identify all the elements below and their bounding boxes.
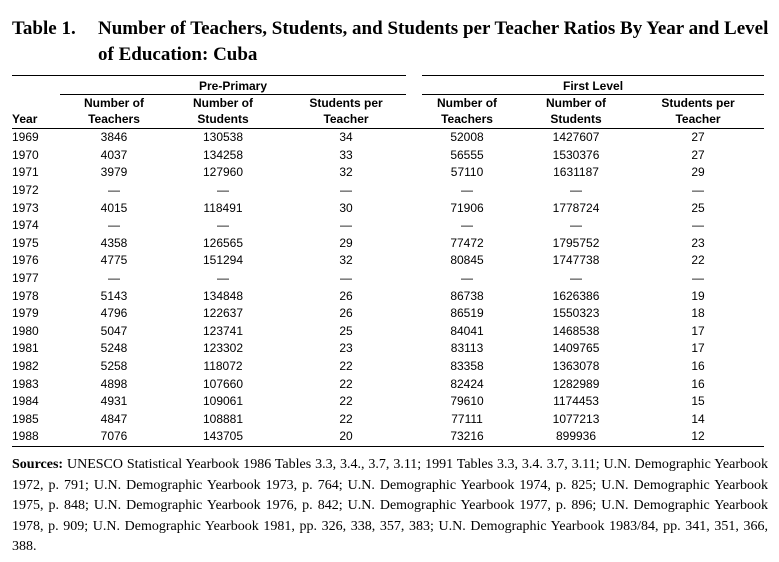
cell-pp-students: — <box>217 218 229 233</box>
cell-fl-teachers: 71906 <box>450 200 484 215</box>
cell-pp-ratio: 26 <box>339 306 353 321</box>
cell-fl-ratio: 12 <box>632 428 764 446</box>
cell-pp-students: — <box>217 183 229 198</box>
cell-year: 1976 <box>12 253 39 268</box>
cell-year: 1984 <box>12 394 39 409</box>
cell-fl-students: 1778724 <box>552 200 600 215</box>
cell-pp-teachers: 4037 <box>100 147 128 162</box>
cell-fl-students: 1626386 <box>552 288 600 303</box>
title-line-1: Number of Teachers, Students, and Students per Teacher Ratios By Year and Level <box>98 18 769 39</box>
cell-pp-ratio: 30 <box>339 200 353 215</box>
cell-pp-students: 109061 <box>202 394 244 409</box>
cell-fl-teachers: 73216 <box>414 428 520 446</box>
cell-fl-ratio: — <box>692 183 705 198</box>
cell-year: 1974 <box>12 218 39 233</box>
cell-year: 1969 <box>12 130 39 145</box>
table-header <box>12 76 764 129</box>
table-row <box>12 217 764 235</box>
table-row <box>12 147 764 165</box>
table-row <box>12 252 764 270</box>
cell-fl-teachers: 80845 <box>450 253 484 268</box>
table-row <box>12 164 764 182</box>
cell-pp-students: 130538 <box>202 130 244 145</box>
cell-pp-teachers: 7076 <box>60 428 168 446</box>
cell-pp-students: 143705 <box>168 428 278 446</box>
header-fl-ratio-line1: Students per <box>661 96 735 110</box>
cell-fl-ratio: 15 <box>691 394 705 409</box>
sources-text: UNESCO Statistical Yearbook 1986 Tables 3.3, 3.4., 3.7, 3.11; 1991 Tables 3.3, 3.4. 3.7, 3.11; U.N. Demographic Yearbook 1972, p. 791; U.N. Demographic Yearbook 1973, p. 764; U.N. Demographic Yearbook 1974, p. 825; U.N. Demographic Yearbook 1975, p. 848; U.N. Demographic Yearbook 1976, p. 842; U.N. Demographic Yearbook 1977, p. 896; U.N. Demographic Yearbook 1978, p. 909; U.N. Demographic Yearbook 1981, pp. 326, 338, 357, 383; U.N. Demographic Yearbook 1983/84, pp. 341, 351, 366, 388. <box>12 457 768 554</box>
table-row <box>12 235 764 253</box>
header-pp-teachers-line2: Teachers <box>60 111 168 129</box>
cell-fl-teachers: 84041 <box>450 323 484 338</box>
cell-pp-teachers: — <box>108 218 120 233</box>
cell-fl-students: — <box>570 183 583 198</box>
cell-pp-students: — <box>217 271 229 286</box>
cell-fl-students: — <box>570 271 583 286</box>
cell-pp-teachers: — <box>108 271 120 286</box>
group-first-level: First Level <box>414 76 764 95</box>
cell-fl-students: 1427607 <box>552 130 600 145</box>
cell-year: 1983 <box>12 376 39 391</box>
header-fl-teachers-line2: Teachers <box>414 111 520 129</box>
header-pp-students-line2: Students <box>168 111 278 129</box>
cell-fl-students: 1174453 <box>553 394 599 409</box>
cell-year: 1975 <box>12 235 39 250</box>
cell-year: 1981 <box>12 341 39 356</box>
cell-fl-students: 1550323 <box>552 306 600 321</box>
cell-fl-teachers: — <box>461 218 474 233</box>
cell-pp-teachers: 4015 <box>100 200 128 215</box>
cell-pp-ratio: 33 <box>339 147 353 162</box>
cell-fl-ratio: 17 <box>691 323 705 338</box>
cell-pp-teachers: 4931 <box>100 394 128 409</box>
cell-fl-ratio: 23 <box>691 235 705 250</box>
cell-year: 1971 <box>12 165 39 180</box>
cell-pp-ratio: 22 <box>339 411 353 426</box>
cell-year: 1980 <box>12 323 39 338</box>
cell-fl-ratio: 17 <box>691 341 705 356</box>
cell-pp-students: 127960 <box>202 165 244 180</box>
cell-fl-students: 1795752 <box>552 235 600 250</box>
title-line-2: of Education: Cuba <box>98 44 258 65</box>
cell-pp-teachers: 4775 <box>100 253 128 268</box>
table-row <box>12 358 764 376</box>
header-year-line1 <box>12 95 60 112</box>
header-pp-teachers-line1: Number of <box>84 96 144 110</box>
cell-pp-students: 123302 <box>202 341 244 356</box>
group-header-row <box>12 76 764 95</box>
cell-fl-students: 1409765 <box>552 341 600 356</box>
cell-year: 1979 <box>12 306 39 321</box>
cell-fl-students: 1631187 <box>553 165 599 180</box>
table-title <box>12 16 772 68</box>
cell-fl-ratio: 27 <box>691 130 705 145</box>
table-title-text <box>98 16 772 68</box>
cell-pp-students: 134258 <box>202 147 244 162</box>
group-pre-primary: Pre-Primary <box>60 76 414 95</box>
cell-pp-students: 108881 <box>202 411 244 426</box>
sources-note <box>12 455 768 558</box>
table-row <box>12 287 764 305</box>
table-row <box>12 182 764 200</box>
cell-fl-teachers: — <box>461 183 474 198</box>
cell-fl-students: — <box>570 218 583 233</box>
cell-fl-teachers: 56555 <box>450 147 484 162</box>
cell-pp-students: 151294 <box>202 253 244 268</box>
cell-fl-teachers: 82424 <box>450 376 484 391</box>
cell-fl-ratio: 18 <box>691 306 705 321</box>
header-pp-ratio-line1: Students per <box>309 96 383 110</box>
cell-year: 1985 <box>12 411 39 426</box>
cell-fl-students: 1077213 <box>552 411 600 426</box>
cell-pp-teachers: 5248 <box>100 341 128 356</box>
cell-pp-students: 122637 <box>202 306 244 321</box>
cell-pp-students: 126565 <box>202 235 244 250</box>
table-row <box>12 428 764 446</box>
cell-pp-teachers: 4358 <box>100 235 128 250</box>
cell-fl-students: 1468538 <box>552 323 600 338</box>
header-fl-students-line1: Number of <box>546 96 607 110</box>
cell-pp-students: 123741 <box>202 323 244 338</box>
cell-pp-teachers: 5258 <box>100 359 128 374</box>
cell-fl-ratio: 16 <box>691 376 705 391</box>
cell-pp-ratio: — <box>340 183 352 198</box>
cell-fl-ratio: 27 <box>691 147 705 162</box>
cell-pp-ratio: 34 <box>339 130 353 145</box>
table-row <box>12 411 764 429</box>
cell-pp-students: 134848 <box>202 288 244 303</box>
cell-pp-students: 107660 <box>202 376 244 391</box>
header-row-2 <box>12 111 764 129</box>
cell-fl-teachers: 57110 <box>450 165 484 180</box>
table-row <box>12 305 764 323</box>
cell-pp-ratio: 22 <box>339 394 353 409</box>
cell-fl-teachers: 52008 <box>450 130 484 145</box>
cell-fl-teachers: — <box>461 271 474 286</box>
table-row <box>12 340 764 358</box>
cell-fl-ratio: 22 <box>691 253 705 268</box>
table-row <box>12 270 764 288</box>
cell-pp-students: 118491 <box>203 200 243 215</box>
cell-pp-teachers: — <box>108 183 120 198</box>
cell-fl-ratio: 16 <box>691 359 705 374</box>
cell-pp-teachers: 5143 <box>100 288 128 303</box>
cell-pp-ratio: 25 <box>339 323 353 338</box>
cell-fl-teachers: 83358 <box>450 359 484 374</box>
data-table-wrapper <box>12 75 764 447</box>
cell-fl-teachers: 79610 <box>450 394 484 409</box>
cell-pp-teachers: 3846 <box>100 130 128 145</box>
header-fl-teachers-line1: Number of <box>437 96 498 110</box>
cell-fl-students: 1530376 <box>552 147 600 162</box>
cell-year: 1988 <box>12 428 60 446</box>
cell-fl-teachers: 77472 <box>450 235 484 250</box>
cell-fl-ratio: 29 <box>691 165 705 180</box>
cell-pp-ratio: — <box>340 218 352 233</box>
cell-pp-teachers: 3979 <box>100 165 128 180</box>
cell-year: 1972 <box>12 183 39 198</box>
cell-year: 1973 <box>12 200 39 215</box>
cell-fl-ratio: — <box>692 271 705 286</box>
group-spacer <box>12 76 60 95</box>
cell-fl-ratio: 25 <box>691 200 705 215</box>
table-number: Table 1. <box>12 18 76 39</box>
header-year-line2: Year <box>12 111 60 129</box>
cell-year: 1977 <box>12 271 39 286</box>
table-row <box>12 129 764 147</box>
cell-year: 1982 <box>12 359 39 374</box>
header-pp-ratio-line2: Teacher <box>278 111 414 129</box>
table-row <box>12 375 764 393</box>
cell-pp-teachers: 4796 <box>100 306 128 321</box>
cell-pp-teachers: 4847 <box>100 411 128 426</box>
table-row <box>12 323 764 341</box>
data-table <box>12 75 764 447</box>
cell-pp-ratio: 29 <box>339 235 353 250</box>
cell-pp-ratio: 22 <box>339 376 353 391</box>
cell-pp-ratio: — <box>340 271 352 286</box>
header-fl-students-line2: Students <box>520 111 632 129</box>
header-pp-students-line1: Number of <box>193 96 253 110</box>
cell-fl-teachers: 83113 <box>450 341 484 356</box>
cell-pp-ratio: 26 <box>339 288 353 303</box>
cell-fl-students: 899936 <box>520 428 632 446</box>
cell-year: 1978 <box>12 288 39 303</box>
header-fl-ratio-line2: Teacher <box>632 111 764 129</box>
cell-pp-teachers: 4898 <box>100 376 128 391</box>
cell-pp-ratio: 32 <box>339 165 353 180</box>
cell-pp-students: 118072 <box>203 359 243 374</box>
cell-fl-teachers: 86519 <box>450 306 484 321</box>
cell-fl-ratio: — <box>692 218 705 233</box>
cell-year: 1970 <box>12 147 39 162</box>
cell-fl-students: 1363078 <box>552 359 600 374</box>
table-row <box>12 199 764 217</box>
cell-pp-ratio: 22 <box>339 359 353 374</box>
cell-pp-ratio: 20 <box>278 428 414 446</box>
cell-fl-teachers: 77111 <box>451 411 483 426</box>
cell-fl-students: 1282989 <box>552 376 600 391</box>
cell-fl-ratio: 14 <box>691 411 705 426</box>
cell-pp-ratio: 32 <box>339 253 353 268</box>
table-row <box>12 393 764 411</box>
cell-fl-teachers: 86738 <box>450 288 484 303</box>
cell-pp-ratio: 23 <box>339 341 353 356</box>
cell-pp-teachers: 5047 <box>100 323 128 338</box>
cell-fl-students: 1747738 <box>552 253 600 268</box>
cell-fl-ratio: 19 <box>691 288 705 303</box>
table-body <box>12 129 764 447</box>
header-row-1 <box>12 95 764 112</box>
sources-label: Sources: <box>12 457 64 472</box>
